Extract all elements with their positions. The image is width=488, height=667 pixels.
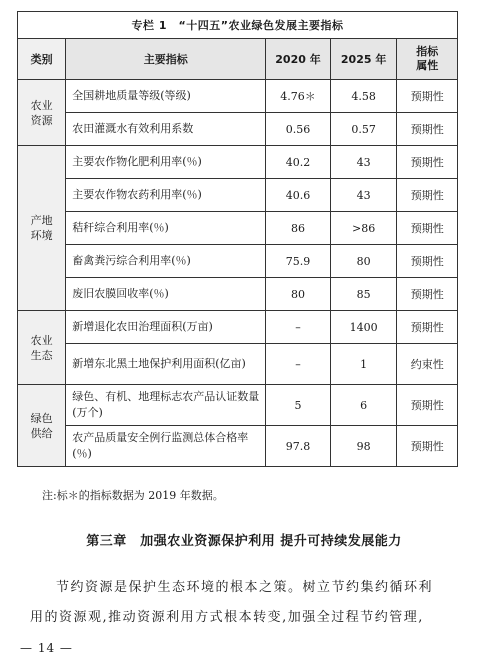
indicator-cell: 全国耕地质量等级(等级) [66, 80, 266, 113]
attribute-cell: 预期性 [397, 426, 458, 467]
table-row [18, 212, 458, 245]
table-note: 注:标＊的指标数据为 2019 年数据。 [42, 489, 224, 502]
attribute-cell: 预期性 [397, 80, 458, 113]
attribute-cell: 预期性 [397, 385, 458, 426]
value-2025-cell: 43 [330, 146, 397, 179]
category-cell: 农业 生态 [18, 311, 66, 385]
attribute-cell: 约束性 [397, 344, 458, 385]
table-row [18, 113, 458, 146]
attribute-cell: 预期性 [397, 245, 458, 278]
header-2025: 2025 年 [330, 39, 397, 80]
table-row [18, 426, 458, 467]
attribute-cell: 预期性 [397, 113, 458, 146]
indicator-cell: 主要农作物化肥利用率(％) [66, 146, 266, 179]
value-2020-cell: 4.76＊ [266, 80, 331, 113]
indicator-cell: 秸秆综合利用率(％) [66, 212, 266, 245]
table-row [18, 278, 458, 311]
table-row [18, 146, 458, 179]
value-2020-cell: 75.9 [266, 245, 331, 278]
category-cell: 绿色 供给 [18, 385, 66, 467]
indicator-cell: 绿色、有机、地理标志农产品认证数量(万个) [66, 385, 266, 426]
value-2025-cell: 1 [330, 344, 397, 385]
value-2020-cell: 86 [266, 212, 331, 245]
indicator-cell: 农田灌溉水有效利用系数 [66, 113, 266, 146]
value-2025-cell: >86 [330, 212, 397, 245]
value-2025-cell: 1400 [330, 311, 397, 344]
value-2020-cell: 40.2 [266, 146, 331, 179]
value-2020-cell: 80 [266, 278, 331, 311]
table-row [18, 179, 458, 212]
value-2020-cell: 0.56 [266, 113, 331, 146]
table-row [18, 385, 458, 426]
value-2020-cell: 5 [266, 385, 331, 426]
header-indicator: 主要指标 [66, 39, 266, 80]
value-2025-cell: 4.58 [330, 80, 397, 113]
header-attribute: 指标 属性 [397, 39, 458, 80]
table-row [18, 344, 458, 385]
value-2025-cell: 0.57 [330, 113, 397, 146]
attribute-cell: 预期性 [397, 212, 458, 245]
indicator-cell: 废旧农膜回收率(％) [66, 278, 266, 311]
table-row [18, 311, 458, 344]
indicators-table [17, 11, 458, 467]
page-number: — 14 — [20, 641, 73, 655]
paragraph-line-1: 节约资源是保护生态环境的根本之策。树立节约集约循环利 [56, 580, 434, 595]
table-title: 专栏 1 “十四五”农业绿色发展主要指标 [18, 12, 458, 39]
indicator-cell: 畜禽粪污综合利用率(％) [66, 245, 266, 278]
category-cell: 农业 资源 [18, 80, 66, 146]
value-2020-cell: – [266, 311, 331, 344]
attribute-cell: 预期性 [397, 179, 458, 212]
indicator-cell: 新增退化农田治理面积(万亩) [66, 311, 266, 344]
indicator-cell: 新增东北黑土地保护利用面积(亿亩) [66, 344, 266, 385]
chapter-title: 第三章 加强农业资源保护利用 提升可持续发展能力 [86, 534, 402, 549]
value-2020-cell: 40.6 [266, 179, 331, 212]
value-2025-cell: 43 [330, 179, 397, 212]
value-2025-cell: 85 [330, 278, 397, 311]
table-row [18, 245, 458, 278]
attribute-cell: 预期性 [397, 278, 458, 311]
indicator-cell: 农产品质量安全例行监测总体合格率(％) [66, 426, 266, 467]
attribute-cell: 预期性 [397, 146, 458, 179]
value-2025-cell: 6 [330, 385, 397, 426]
header-2020: 2020 年 [266, 39, 331, 80]
indicator-cell: 主要农作物农药利用率(％) [66, 179, 266, 212]
value-2020-cell: 97.8 [266, 426, 331, 467]
table-row [18, 80, 458, 113]
attribute-cell: 预期性 [397, 311, 458, 344]
header-category: 类别 [18, 39, 66, 80]
value-2020-cell: – [266, 344, 331, 385]
category-cell: 产地 环境 [18, 146, 66, 311]
paragraph-line-2: 用的资源观,推动资源利用方式根本转变,加强全过程节约管理, [30, 610, 424, 625]
value-2025-cell: 80 [330, 245, 397, 278]
value-2025-cell: 98 [330, 426, 397, 467]
